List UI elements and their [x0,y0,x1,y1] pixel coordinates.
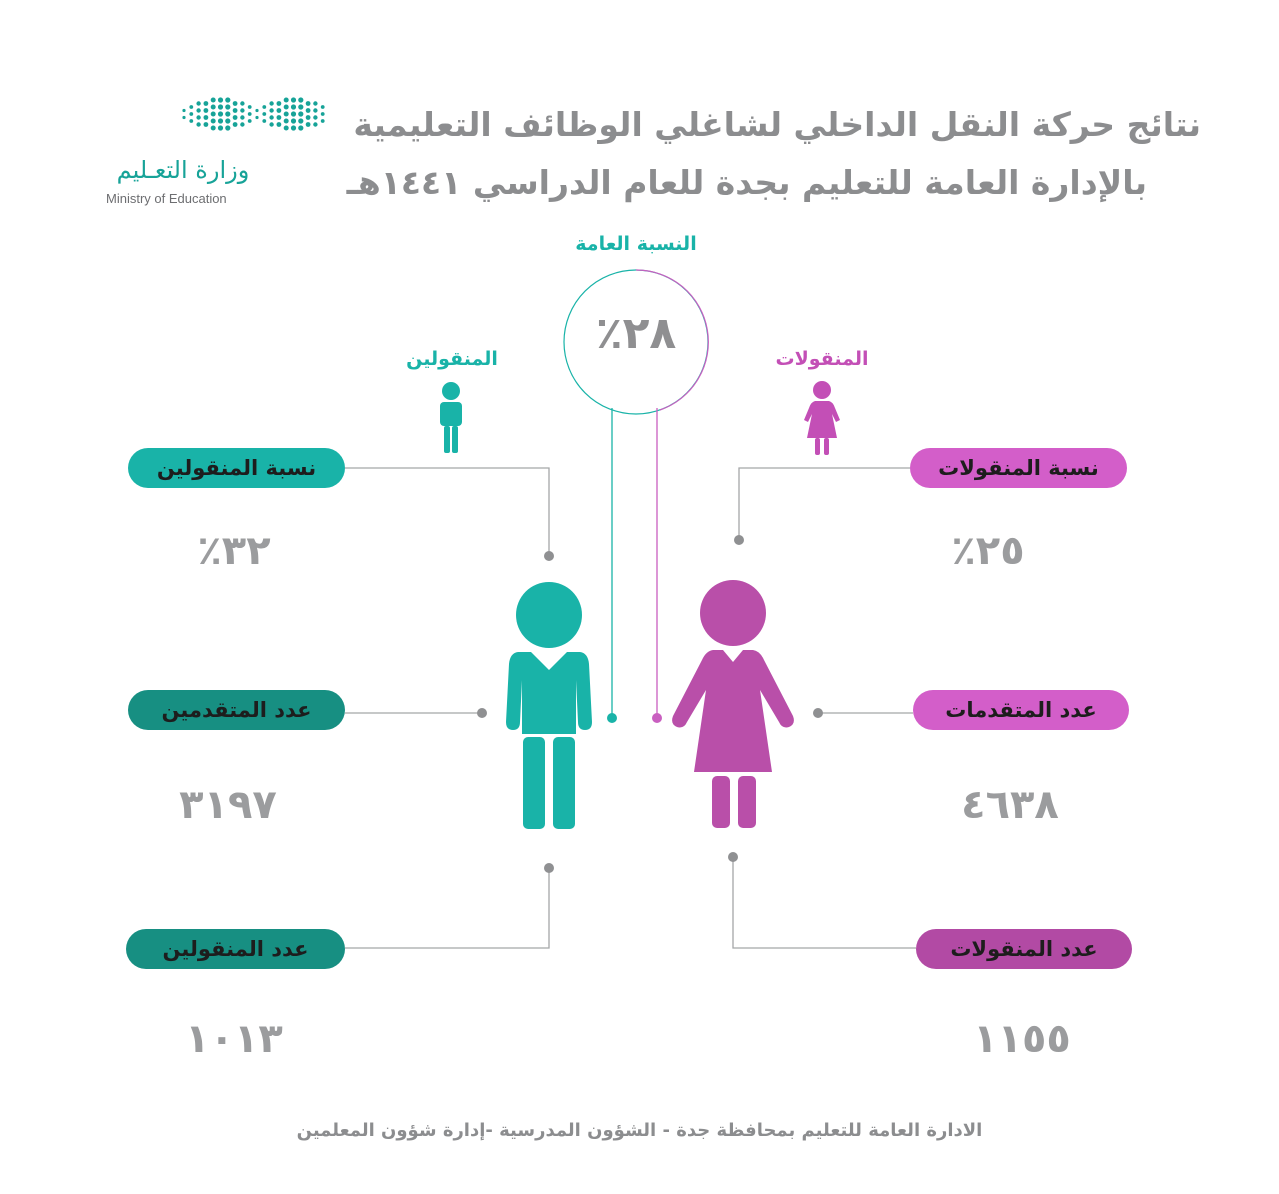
female-ratio-value: ٢٥٪ [951,528,1025,574]
logo-dot [262,112,266,116]
logo-dot [211,98,216,103]
logo-dot [277,108,282,113]
logo-dot [248,112,252,116]
connector-female-transferred [733,857,916,948]
small-female-icon [804,381,840,455]
connector-dot [607,713,617,723]
logo-dot [225,125,230,130]
logo-dot [218,118,223,123]
connector-dot [544,551,554,561]
logo-dot [225,97,230,102]
female-transferred-value: ١١٥٥ [973,1016,1071,1062]
footer-text: الادارة العامة للتعليم بمحافظة جدة - الشؤون المدرسية -إدارة شؤون المعلمين [296,1120,983,1141]
male-ratio-value: ٣٢٪ [197,528,271,574]
logo-dot [262,119,266,123]
logo-dot [189,112,193,116]
logo-dot [277,122,282,127]
male-applicants-value: ٣١٩٧ [179,782,277,828]
logo-dot [196,101,200,105]
male-transferred-label: عدد المنقولين [126,929,345,969]
logo-dot [196,108,200,112]
logo-dot [233,108,238,113]
logo-dot [225,118,230,123]
female-transferred-label: عدد المنقولات [916,929,1132,969]
connector-dot [813,708,823,718]
logo-dot [182,116,185,119]
logo-dot [277,115,282,120]
logo-dot [189,119,193,123]
logo-dot [218,104,223,109]
page-title-line1: نتائج حركة النقل الداخلي لشاغلي الوظائف التعليمية [353,105,1201,144]
logo-dot [255,116,258,119]
male-transferred-value: ١٠١٣ [185,1016,283,1062]
logo-dot [277,101,282,106]
female-applicants-label: عدد المتقدمات [913,690,1129,730]
logo-dot [233,122,238,127]
male-figure-icon [506,582,592,829]
logo-dot [240,108,244,112]
logo-dot [233,115,238,120]
connector-male-transferred [345,870,549,948]
logo-dot [218,125,223,130]
logo-dot [218,97,223,102]
logo-dot [284,126,289,131]
logo-dot [269,108,273,112]
female-ratio-label: نسبة المنقولات [910,448,1127,488]
logo-dot [284,105,289,110]
logo-dot [255,109,258,112]
logo-dot [298,97,303,102]
overall-ratio-label: النسبة العامة [575,233,697,255]
connector-dot [728,852,738,862]
logo-dot [284,112,289,117]
logo-dot [291,125,296,130]
logo-dot [204,108,209,113]
connector-dot [544,863,554,873]
ministry-logo-arabic: وزارة التعـليم [116,156,250,184]
logo-dot [196,122,200,126]
logo-dot [225,111,230,116]
ministry-logo-english: Ministry of Education [106,191,227,206]
logo-dot [225,104,230,109]
logo-dot [189,105,193,109]
logo-dot [291,104,296,109]
overall-ratio-value: ٢٨٪ [595,308,677,359]
logo-dot [291,111,296,116]
female-figure-icon [672,580,794,828]
page-title-line2: بالإدارة العامة للتعليم بجدة للعام الدراسي ١٤٤١هـ [346,163,1147,202]
male-applicants-label: عدد المتقدمين [128,690,345,730]
male-heading: المنقولين [406,348,498,370]
logo-dot [284,98,289,103]
logo-dot [204,115,209,120]
logo-dot [284,119,289,124]
logo-dot [291,118,296,123]
logo-dot [248,105,252,109]
female-heading: المنقولات [775,348,869,370]
logo-dot [204,101,209,106]
logo-dot [211,126,216,131]
logo-dot [182,109,185,112]
connector-dot [652,713,662,723]
logo-dot [240,122,244,126]
logo-dot [211,105,216,110]
connector-male-ratio [345,468,549,552]
logo-dot [269,122,273,126]
logo-dot [248,119,252,123]
logo-dot [204,122,209,127]
logo-dot [211,119,216,124]
connector-dot [734,535,744,545]
connector-dot [477,708,487,718]
logo-dot [262,105,266,109]
small-male-icon [440,382,462,453]
male-ratio-label: نسبة المنقولين [128,448,345,488]
logo-dot [233,101,238,106]
logo-dot [269,101,273,105]
logo-dot [196,115,200,119]
logo-dot [291,97,296,102]
logo-dot [211,112,216,117]
female-applicants-value: ٤٦٣٨ [961,782,1059,828]
logo-dot [218,111,223,116]
logo-dot [269,115,273,119]
logo-dot [240,115,244,119]
logo-dot [240,101,244,105]
